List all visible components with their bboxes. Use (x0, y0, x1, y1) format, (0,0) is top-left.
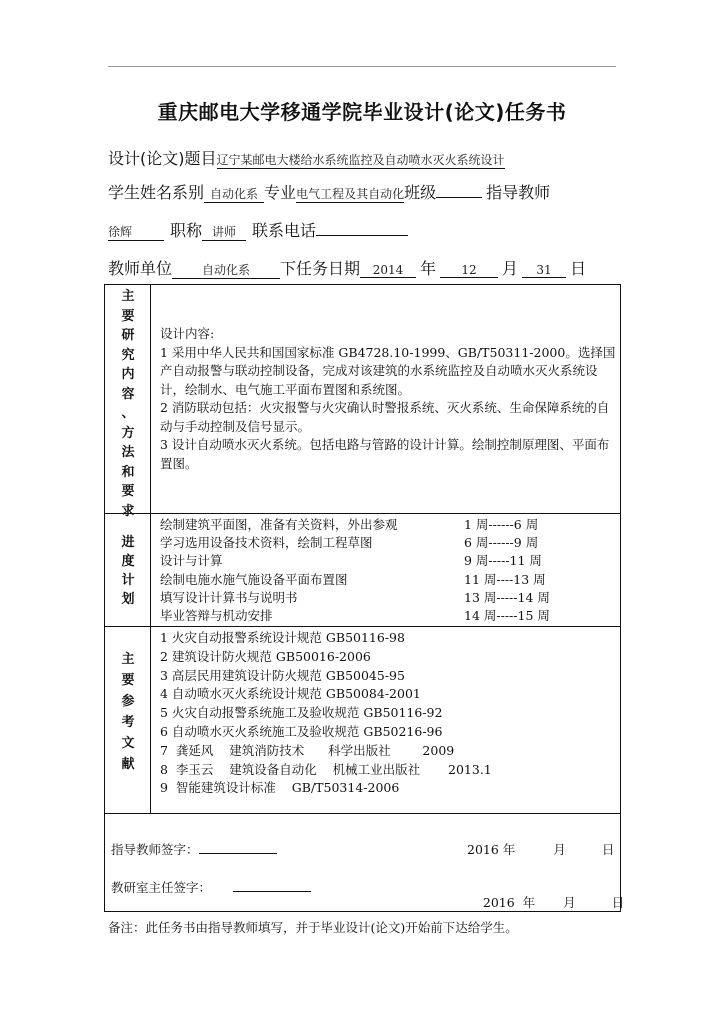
day-value: 31 (522, 263, 566, 278)
topic-label: 设计(论文)题目 (108, 149, 217, 168)
reference-item: 9 智能建筑设计标准 GB/T50314-2006 (160, 780, 400, 796)
reference-item: 6 自动喷水灭火系统施工及验收规范 GB50216-96 (160, 723, 443, 739)
schedule-list (160, 516, 550, 625)
content-line: 3 设计自动喷水灭火系统。包括电路与管路的设计计算。绘制控制原理图、平面布置图。 (160, 437, 610, 471)
advisor-signature-date: 2016 年 月 日 (467, 842, 615, 857)
advisor-value: 徐辉 (108, 223, 164, 241)
content-section-label: 主 要 研 究 内 容 、 方 法 和 要 求 (121, 289, 135, 519)
class-label: 班级 (404, 183, 437, 202)
schedule-row: 绘制电施水施气施设备平面布置图 11 周----13 周 (160, 571, 546, 587)
refs-section-label: 主 要 参 考 文 献 (121, 652, 135, 772)
year-value: 2014 (360, 263, 416, 278)
content-line: 设计内容: (160, 326, 215, 341)
reference-list (160, 629, 492, 798)
head-signature-date: 2016 年 月 日 (482, 895, 625, 910)
schedule-row: 设计与计算 9 周-----11 周 (160, 553, 542, 569)
header-rule (108, 66, 616, 67)
row-divider-2 (105, 626, 620, 627)
student-label: 学生姓名 (108, 183, 173, 202)
issue-label: 下任务日期 (280, 259, 361, 278)
title-value: 讲师 (202, 223, 246, 241)
head-signature-row (111, 878, 311, 896)
unit-value: 自动化系 (172, 261, 280, 279)
schedule-section-label: 进 度 计 划 (121, 535, 135, 607)
reference-item: 4 自动喷水灭火系统设计规范 GB50084-2001 (160, 686, 421, 702)
dept-value: 自动化系 (204, 185, 264, 203)
reference-item: 3 高层民用建筑设计防火规范 GB50045-95 (160, 667, 405, 683)
reference-item: 2 建筑设计防火规范 GB50016-2006 (160, 648, 371, 664)
major-value: 电气工程及其自动化 (296, 187, 405, 201)
schedule-row: 绘制建筑平面图，准备有关资料，外出参观 1 周------6 周 (160, 517, 539, 532)
reference-item: 7 龚延风 建筑消防技术 科学出版社 2009 (160, 742, 455, 758)
phone-label: 联系电话 (252, 221, 317, 240)
month-value: 12 (440, 263, 498, 278)
task-table (104, 284, 625, 912)
phone-blank (316, 221, 408, 236)
advisor-label: 指导教师 (486, 183, 551, 202)
topic-row (108, 146, 505, 169)
head-signature-label: 教研室主任签字： (111, 880, 212, 895)
major-label: 专业 (264, 183, 297, 202)
dept-label: 系别 (172, 183, 205, 202)
unit-label: 教师单位 (108, 259, 173, 278)
unit-row (108, 256, 586, 279)
content-line: 1 采用中华人民共和国国家标准 GB4728.10-1999、GB/T50311-2000。选择国产自动报警与联动控制设备，完成对该建筑的水系统监控及自动喷水灭火系统设计，绘制水、电气施工平面布置图和系统图。 (160, 344, 616, 397)
advisor-signature-row (111, 840, 277, 858)
reference-item: 8 李玉云 建筑设备自动化 机械工业出版社 2013.1 (160, 761, 492, 777)
advisor-signature-label: 指导教师签字： (111, 842, 199, 857)
schedule-row: 学习选用设备技术资料，绘制工程草图 6 周------9 周 (160, 535, 539, 551)
footnote: 备注：此任务书由指导教师填写，并于毕业设计(论文)开始前下达给学生。 (108, 920, 518, 935)
month-label: 月 (502, 259, 519, 278)
class-blank (436, 183, 482, 198)
year-label: 年 (420, 259, 437, 278)
page-title: 重庆邮电大学移通学院毕业设计(论文)任务书 (157, 100, 567, 124)
row-divider-1 (105, 513, 620, 514)
day-label: 日 (570, 259, 587, 278)
content-text (160, 325, 616, 473)
advisor-row (108, 218, 408, 241)
reference-item: 5 火灾自动报警系统施工及验收规范 GB50116-92 (160, 705, 443, 721)
content-line: 2 消防联动包括：火灾报警与火灾确认时警报系统、灭火系统、生命保障系统的自动与手动控制及信号显示。 (160, 400, 610, 434)
reference-item: 1 火灾自动报警系统设计规范 GB50116-98 (160, 630, 405, 645)
topic-value: 辽宁某邮电大楼给水系统监控及自动喷水灭火系统设计 (216, 153, 505, 167)
advisor-signature-blank (199, 840, 277, 854)
head-signature-blank (233, 878, 311, 892)
schedule-row: 填写设计计算书与说明书 13 周-----14 周 (160, 589, 550, 605)
schedule-row: 毕业答辩与机动安排 14 周-----15 周 (160, 608, 550, 624)
title-label: 职称 (170, 221, 203, 240)
row-divider-3 (105, 813, 620, 814)
student-row (108, 180, 550, 203)
